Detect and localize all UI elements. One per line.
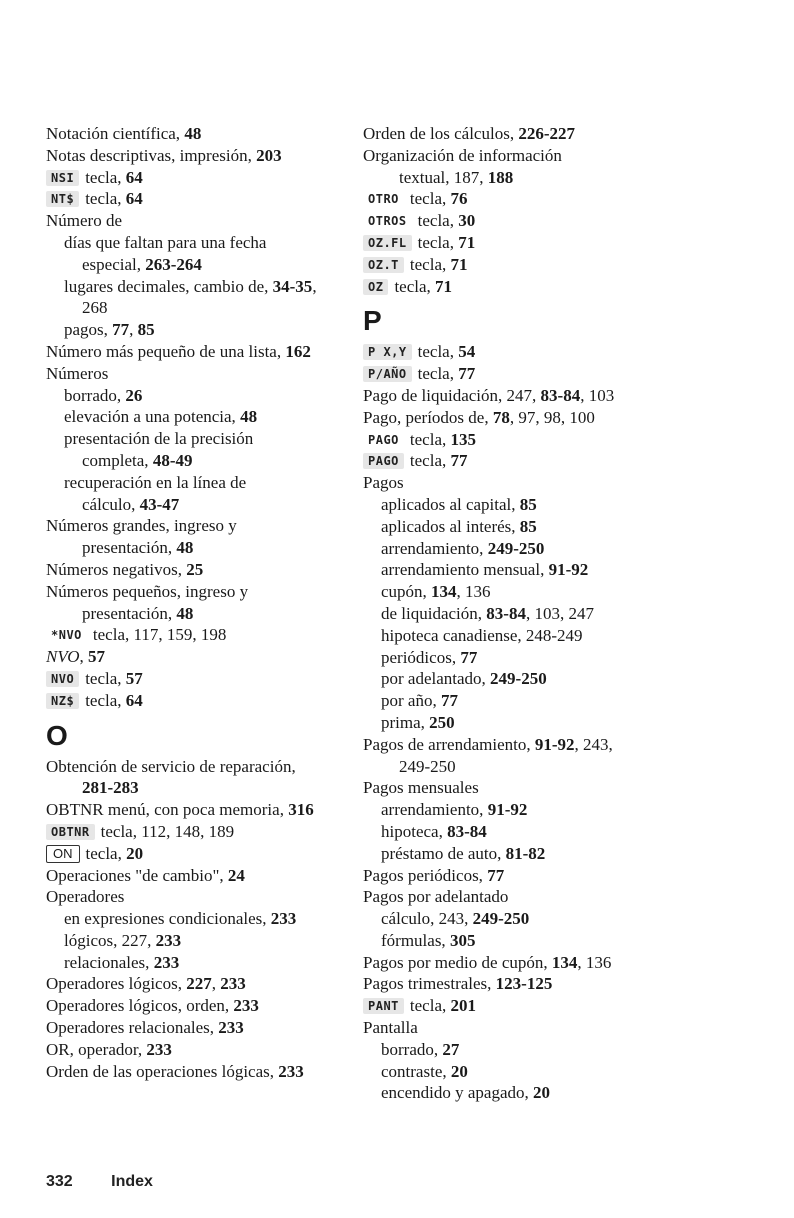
page-ref: 27 <box>442 1039 460 1059</box>
page-ref: 227 <box>186 974 212 994</box>
page-ref: 85 <box>137 320 155 340</box>
entry-text: tecla, <box>409 451 451 471</box>
entry-text: arrendamiento, <box>381 800 488 820</box>
page-ref: 233 <box>220 974 246 994</box>
entry-text: Operadores lógicos, orden, <box>46 996 234 1016</box>
key-label: OZ.T <box>363 257 404 273</box>
key-label: *NVO <box>51 628 82 643</box>
index-entry <box>363 973 693 995</box>
page-ref: 201 <box>450 996 476 1016</box>
entry-text: Orden de las operaciones lógicas, <box>46 1061 279 1081</box>
page-ref: 77 <box>458 364 476 384</box>
index-subentry <box>363 908 693 930</box>
index-subentry <box>363 1082 693 1104</box>
entry-text: OR, operador, <box>46 1039 147 1059</box>
page-ref: 203 <box>256 145 282 165</box>
index-subentry <box>363 712 693 734</box>
key-label: PANT <box>363 998 404 1014</box>
entry-text: Orden de los cálculos, <box>363 124 519 143</box>
entry-text: 268 <box>82 298 108 318</box>
index-entry <box>363 886 693 908</box>
index-entry <box>46 756 366 778</box>
entry-text: Notas descriptivas, impresión, <box>46 145 257 165</box>
page-ref: 24 <box>227 865 245 885</box>
entry-text: Pagos <box>363 473 404 493</box>
index-subentry <box>363 538 693 560</box>
section-letter-o: O <box>46 719 68 751</box>
entry-text: tecla, <box>85 167 126 187</box>
index-subentry <box>46 428 366 450</box>
index-entry <box>46 123 366 145</box>
index-subentry <box>363 1039 693 1061</box>
key-label: OTRO <box>368 192 399 207</box>
footer-section-title: Index <box>111 1173 153 1190</box>
entry-text: Pagos de arrendamiento, <box>363 734 535 754</box>
index-entry <box>46 690 366 712</box>
entry-text: Operadores <box>46 887 125 907</box>
index-subentry <box>46 297 366 319</box>
entry-text: contraste, <box>381 1061 451 1081</box>
page-ref: 83-84 <box>540 385 581 405</box>
page-ref: 48 <box>184 124 202 143</box>
entry-text: cupón, <box>381 582 432 602</box>
index-column-right <box>363 123 693 1104</box>
entry-text: aplicados al capital, <box>381 494 520 514</box>
entry-text: días que faltan para una fecha <box>64 232 267 252</box>
page-ref: 26 <box>125 385 143 405</box>
page-ref: 20 <box>450 1061 468 1081</box>
index-entry <box>46 865 366 887</box>
page-ref: 226-227 <box>518 124 575 143</box>
key-label: NVO <box>46 671 79 687</box>
entry-text: tecla, <box>85 690 126 710</box>
index-entry <box>46 515 366 537</box>
entry-text: Número más pequeño de una lista, <box>46 341 286 361</box>
key-label: PAGO <box>368 432 399 447</box>
page-ref: 83-84 <box>447 821 487 841</box>
index-entry <box>363 123 693 145</box>
entry-text: Pagos por medio de cupón, <box>363 952 552 972</box>
section-letter-p: P <box>363 305 382 337</box>
index-subentry <box>46 319 366 341</box>
page-ref: 71 <box>458 232 476 252</box>
entry-text: tecla, <box>409 429 451 449</box>
index-entry <box>46 646 366 668</box>
entry-text: tecla, 117, 159, 198 <box>92 625 227 645</box>
entry-text: Organización de información <box>363 145 562 165</box>
page-ref: 162 <box>285 341 311 361</box>
index-entry <box>46 973 366 995</box>
page-ref: 48 <box>176 538 194 558</box>
entry-text: borrado, <box>64 385 126 405</box>
entry-text: tecla, <box>394 276 436 296</box>
entry-text: , 136 <box>577 952 612 972</box>
page-ref: 78 <box>492 407 510 427</box>
index-entry <box>46 559 366 581</box>
page-ref: 64 <box>125 167 143 187</box>
entry-text: Operadores lógicos, <box>46 974 187 994</box>
entry-text: elevación a una potencia, <box>64 407 241 427</box>
entry-text: , 103 <box>580 385 615 405</box>
index-subentry <box>363 167 693 189</box>
index-subentry <box>363 756 693 778</box>
page-ref: 77 <box>440 691 458 711</box>
key-label: PAGO <box>363 453 404 469</box>
page-ref: 134 <box>431 582 457 602</box>
page-ref: 83-84 <box>486 603 526 623</box>
entry-text: textual, 187, <box>399 167 488 187</box>
index-entry <box>46 821 366 843</box>
page-ref: 250 <box>429 712 455 732</box>
page-ref: 77 <box>487 865 505 885</box>
entry-text: lógicos, 227, <box>64 930 156 950</box>
page-ref: 281-283 <box>82 778 139 798</box>
entry-text: tecla, <box>409 254 451 274</box>
index-subentry <box>46 232 366 254</box>
index-subentry <box>46 385 366 407</box>
entry-text: 249-250 <box>399 756 456 776</box>
page-ref: 91-92 <box>487 800 528 820</box>
page-ref: 54 <box>458 342 476 362</box>
entry-text: cálculo, <box>82 494 140 514</box>
page-ref: 123-125 <box>495 974 553 994</box>
index-subentry <box>46 777 366 799</box>
index-subentry <box>363 799 693 821</box>
page-ref: 64 <box>125 690 143 710</box>
page-ref: 81-82 <box>505 843 546 863</box>
entry-text: pagos, <box>64 320 113 340</box>
index-column-left <box>46 123 366 1082</box>
page-ref: 64 <box>125 189 143 209</box>
entry-text: tecla, <box>417 232 459 252</box>
entry-text: Pagos periódicos, <box>363 865 488 885</box>
page-ref: 188 <box>487 167 514 187</box>
entry-text: , 243, <box>574 734 613 754</box>
index-entry <box>46 1039 366 1061</box>
entry-text: Notación científica, <box>46 124 185 143</box>
entry-text: cálculo, 243, <box>381 909 473 929</box>
entry-text: hipoteca canadiense, 248-249 <box>381 625 583 645</box>
entry-text: relacionales, <box>64 952 154 972</box>
entry-text: en expresiones condicionales, <box>64 909 271 929</box>
index-entry <box>363 145 693 167</box>
page-ref: 77 <box>450 451 468 471</box>
page-ref: 48 <box>240 407 258 427</box>
index-subentry <box>363 843 693 865</box>
entry-text: Números grandes, ingreso y <box>46 516 237 536</box>
page-ref: 233 <box>270 909 297 929</box>
index-entry <box>46 341 366 363</box>
entry-text: OBTNR menú, con poca memoria, <box>46 800 289 820</box>
entry-text: recuperación en la línea de <box>64 472 247 492</box>
entry-text: , <box>211 974 221 994</box>
entry-text: arrendamiento, <box>381 538 488 558</box>
key-label: NSI <box>46 170 79 186</box>
page-ref: 85 <box>519 516 537 536</box>
index-entry <box>363 341 693 363</box>
page-ref: 91-92 <box>534 734 575 754</box>
index-subentry <box>363 581 693 603</box>
entry-text: , 97, 98, 100 <box>509 407 595 427</box>
entry-text: Operaciones "de cambio", <box>46 865 228 885</box>
index-subentry <box>363 625 693 647</box>
page-ref: 85 <box>519 494 537 514</box>
index-subentry <box>363 1061 693 1083</box>
entry-text: presentación, <box>82 538 177 558</box>
index-subentry <box>363 494 693 516</box>
entry-text: Pantalla <box>363 1018 418 1038</box>
page-ref: 25 <box>186 559 204 579</box>
page-ref: 233 <box>146 1039 172 1059</box>
index-entry <box>46 1061 366 1083</box>
entry-text: Número de <box>46 211 123 231</box>
page-ref: 30 <box>458 211 476 231</box>
page-ref: 249-250 <box>472 909 530 929</box>
index-subentry <box>46 254 366 276</box>
entry-text: Números negativos, <box>46 559 187 579</box>
index-subentry <box>363 668 693 690</box>
key-label: OZ <box>363 279 388 295</box>
entry-text: Pago de liquidación, 247, <box>363 385 541 405</box>
entry-text: tecla, <box>85 668 126 688</box>
entry-text: tecla, <box>85 843 127 863</box>
entry-text: de liquidación, <box>381 603 487 623</box>
page-ref: 305 <box>449 930 476 950</box>
page-ref: 57 <box>88 647 105 667</box>
index-entry <box>363 450 693 472</box>
page-ref: 57 <box>125 668 143 688</box>
page-ref: 34-35 <box>272 276 313 296</box>
key-label: OZ.FL <box>363 235 412 251</box>
page-ref: 233 <box>155 930 182 950</box>
index-subentry <box>46 952 366 974</box>
page-ref: 48-49 <box>152 450 193 470</box>
index-entry <box>363 777 693 799</box>
entry-text: , <box>79 647 88 667</box>
index-entry <box>46 167 366 189</box>
index-entry <box>46 145 366 167</box>
entry-text: tecla, <box>85 189 126 209</box>
index-entry <box>363 1017 693 1039</box>
entry-text: Pagos mensuales <box>363 778 479 798</box>
index-subentry <box>46 406 366 428</box>
index-subentry <box>46 537 366 559</box>
entry-text: por adelantado, <box>381 669 491 689</box>
entry-text: NVO <box>46 647 80 667</box>
entry-text: especial, <box>82 254 146 274</box>
entry-text: , <box>312 276 317 296</box>
page-ref: 91-92 <box>548 560 589 580</box>
page-ref: 20 <box>533 1083 550 1103</box>
index-subentry <box>46 276 366 298</box>
index-entry <box>363 865 693 887</box>
page-ref: 233 <box>218 1018 244 1038</box>
index-entry <box>46 581 366 603</box>
entry-text: completa, <box>82 450 153 470</box>
index-subentry <box>363 647 693 669</box>
page-ref: 43-47 <box>139 494 180 514</box>
page-footer <box>46 1173 153 1191</box>
page-ref: 71 <box>435 276 453 296</box>
index-subentry <box>363 516 693 538</box>
entry-text: presentación de la precisión <box>64 429 254 449</box>
index-entry <box>46 363 366 385</box>
entry-text: lugares decimales, cambio de, <box>64 276 273 296</box>
key-label: NZ$ <box>46 693 79 709</box>
entry-text: préstamo de auto, <box>381 843 506 863</box>
page-ref: 233 <box>278 1061 304 1081</box>
key-label: P X,Y <box>363 344 412 360</box>
page-ref: 249-250 <box>490 669 547 689</box>
entry-text: Pagos trimestrales, <box>363 974 496 994</box>
index-subentry <box>363 821 693 843</box>
index-entry <box>46 1017 366 1039</box>
page-ref: 233 <box>153 952 180 972</box>
entry-text: , 136 <box>456 582 491 602</box>
index-entry <box>46 668 366 690</box>
entry-text: aplicados al interés, <box>381 516 520 536</box>
entry-text: tecla, 112, 148, 189 <box>100 821 235 841</box>
index-entry <box>363 952 693 974</box>
page-ref: 76 <box>450 189 468 209</box>
index-entry <box>46 843 366 865</box>
page-ref: 135 <box>450 429 476 449</box>
key-label: P/AÑO <box>363 366 412 382</box>
entry-text: Operadores relacionales, <box>46 1018 219 1038</box>
page-ref: 263-264 <box>145 254 202 274</box>
index-entry <box>363 276 693 298</box>
entry-text: fórmulas, <box>381 930 450 950</box>
page-ref: 48 <box>176 603 194 623</box>
index-entry <box>363 385 693 407</box>
index-subentry <box>363 930 693 952</box>
entry-text: encendido y apagado, <box>381 1083 533 1103</box>
index-entry <box>363 232 693 254</box>
index-subentry <box>46 494 366 516</box>
index-entry <box>46 210 366 232</box>
page-ref: 77 <box>460 647 478 667</box>
index-subentry <box>46 603 366 625</box>
page-ref: 20 <box>126 843 144 863</box>
entry-text: periódicos, <box>381 647 461 667</box>
entry-text: tecla, <box>409 189 451 209</box>
index-subentry <box>46 450 366 472</box>
entry-text: , 103, 247 <box>525 603 594 623</box>
key-label: OTROS <box>368 214 407 229</box>
entry-text: presentación, <box>82 603 177 623</box>
entry-text: prima, <box>381 712 430 732</box>
page-ref: 77 <box>112 320 130 340</box>
entry-text: tecla, <box>417 342 459 362</box>
index-entry <box>363 734 693 756</box>
entry-text: Obtención de servicio de reparación, <box>46 756 296 776</box>
index-subentry <box>363 559 693 581</box>
page-number: 332 <box>46 1173 73 1190</box>
index-entry <box>363 363 693 385</box>
entry-text: , <box>129 320 138 340</box>
index-entry <box>46 995 366 1017</box>
entry-text: Números <box>46 363 109 383</box>
index-entry <box>363 188 693 210</box>
index-entry <box>363 210 693 232</box>
index-entry <box>363 429 693 451</box>
page-ref: 316 <box>288 800 314 820</box>
index-entry <box>363 254 693 276</box>
index-entry <box>46 188 366 210</box>
index-entry <box>363 995 693 1017</box>
entry-text: tecla, <box>417 364 459 384</box>
page-ref: 134 <box>551 952 578 972</box>
index-entry <box>363 407 693 429</box>
index-subentry <box>46 908 366 930</box>
index-subentry <box>46 472 366 494</box>
entry-text: tecla, <box>417 211 459 231</box>
entry-text: Pago, períodos de, <box>363 407 493 427</box>
index-entry <box>46 799 366 821</box>
entry-text: borrado, <box>381 1039 443 1059</box>
index-entry <box>46 886 366 908</box>
index-subentry <box>363 690 693 712</box>
page-ref: 233 <box>233 996 259 1016</box>
index-entry <box>46 624 366 646</box>
key-label: OBTNR <box>46 824 95 840</box>
entry-text: arrendamiento mensual, <box>381 560 549 580</box>
key-label: ON <box>46 845 80 863</box>
key-label: NT$ <box>46 191 79 207</box>
index-subentry <box>363 603 693 625</box>
entry-text: hipoteca, <box>381 821 448 841</box>
entry-text: Pagos por adelantado <box>363 887 509 907</box>
index-subentry <box>46 930 366 952</box>
entry-text: Números pequeños, ingreso y <box>46 581 249 601</box>
entry-text: por año, <box>381 691 441 711</box>
index-entry <box>363 472 693 494</box>
entry-text: tecla, <box>409 996 451 1016</box>
page-ref: 71 <box>450 254 468 274</box>
page-ref: 249-250 <box>487 538 545 558</box>
